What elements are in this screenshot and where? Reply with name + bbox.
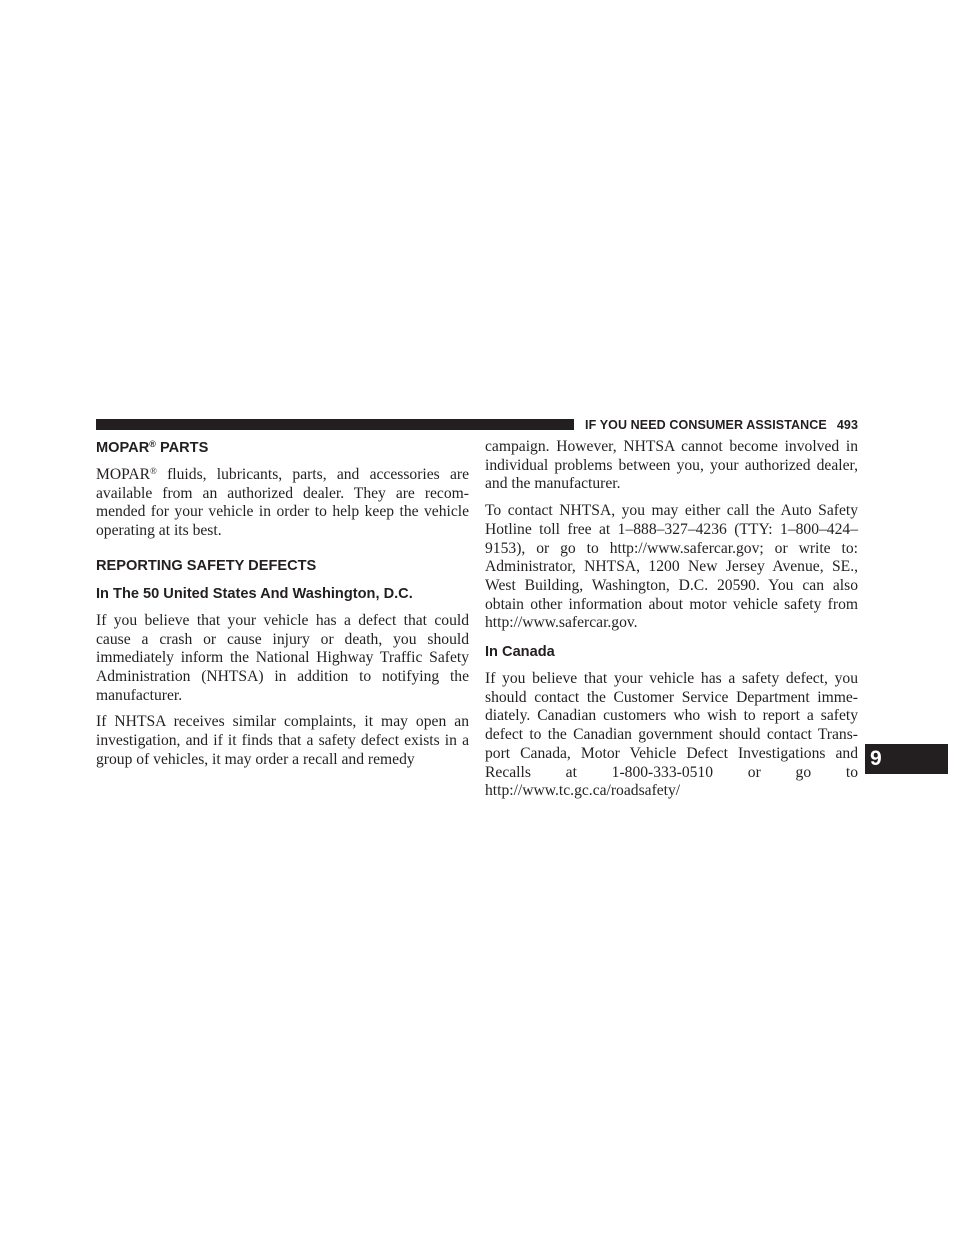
left-column [96,436,469,769]
mopar-parts-paragraph: MOPAR® fluids, lubricants, parts, and accessories are available from an authorized dealer. They are recommended for your vehicle in order to help keep the vehicle operating at its best. [96,466,469,540]
reporting-safety-defects-heading: REPORTING SAFETY DEFECTS [96,557,317,574]
us-paragraph-1: If you believe that your vehicle has a defect that could cause a crash or cause injury or death, you should immediately inform the National Highway Traffic Safety Administration (NHTSA) in addition to notifying the manufacturer. [96,611,469,704]
canada-paragraph: If you believe that your vehicle has a safety defect, you should contact the Customer Service Department immediately. Canadian customers who wish to report a safety defect to the Canadian government should contact Transport Canada, Motor Vehicle Defect Investigations and Recalls at 1-800-333-0510 or go to http://www.tc.gc.ca/roadsafety/ [485,670,858,800]
chapter-number: 9 [870,747,882,770]
canada-subheading: In Canada [485,644,555,661]
right-column [485,436,858,801]
us-subheading: In The 50 United States And Washington, D.C. [96,585,413,602]
nhtsa-contact-paragraph: To contact NHTSA, you may either call the Auto Safety Hotline toll free at 1–888–327–4236 (TTY: 1–800–424–9153), or go to http://www.safercar.gov; or write to: Administrator, NHTSA, 1200 New Jersey Avenue, SE., West Building, Washington, D.C. 20590. You can also obtain other information about motor vehicle safety from http://www.safercar.gov. [485,502,858,632]
page-number: 493 [836,418,858,432]
mopar-parts-heading: MOPAR® PARTS [96,439,209,456]
nhtsa-continuation-paragraph: campaign. However, NHTSA cannot become involved in individual problems between you, your authorized dealer, and the manufacturer. [485,438,858,493]
chapter-tab [865,744,948,774]
us-paragraph-2: If NHTSA receives similar complaints, it may open an investigation, and if it finds that a safety defect exists in a group of vehicles, it may order a recall and remedy [96,713,469,768]
running-header [585,417,858,433]
section-title: IF YOU NEED CONSUMER ASSISTANCE [585,418,827,432]
header-rule [96,419,574,430]
